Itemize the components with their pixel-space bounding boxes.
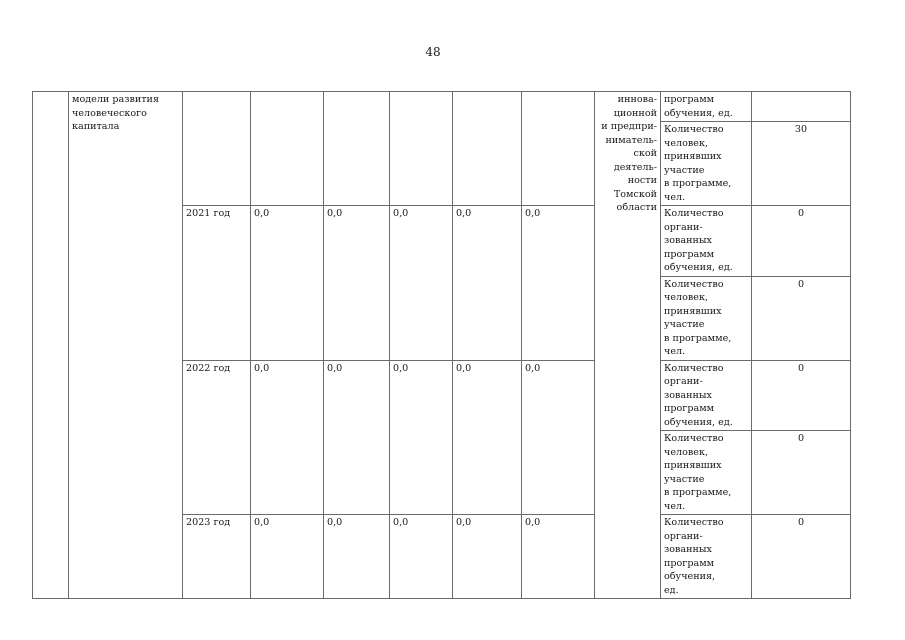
year-cell: 2021 год [183, 206, 251, 361]
executor-line: иннова- [617, 94, 657, 105]
indicator-cell [661, 206, 752, 277]
indicator-line: чел. [664, 191, 686, 203]
year-cell [183, 92, 251, 206]
indicator-line: в программе, [664, 178, 732, 189]
value-cell: 0 [752, 360, 851, 431]
indicator-line: органи- [664, 530, 703, 542]
value-cell: 0 [752, 206, 851, 277]
program-name-line: человеческого [72, 107, 147, 119]
amount-cell: 0,0 [390, 360, 453, 515]
amount-cell: 0,0 [324, 206, 390, 361]
indicator-line: участие [664, 164, 705, 176]
indicator-line: принявших [664, 151, 722, 162]
amount-cell: 0,0 [390, 515, 453, 599]
amount-cell [251, 92, 324, 206]
indicator-line: принявших [664, 460, 722, 471]
indicator-line: обучения, ед. [664, 262, 733, 273]
number-cell [33, 92, 69, 599]
indicator-line: участие [664, 319, 705, 330]
indicator-line: зованных [664, 235, 712, 246]
amount-cell: 0,0 [251, 360, 324, 515]
indicator-line: в программе, [664, 332, 732, 344]
indicator-cell [661, 431, 752, 515]
indicator-line: Количество [664, 362, 724, 374]
indicator-line: человек, [664, 292, 709, 303]
amount-cell: 0,0 [390, 206, 453, 361]
program-name-cell [69, 92, 183, 599]
table-row [33, 92, 851, 122]
indicator-line: человек, [664, 137, 709, 149]
value-cell: 0 [752, 276, 851, 360]
amount-cell: 0,0 [251, 515, 324, 599]
program-table [32, 91, 851, 599]
indicator-cell [661, 360, 752, 431]
executor-line: ционной [613, 107, 657, 119]
indicator-line: Количество [664, 433, 724, 444]
indicator-line: обучения, ед. [664, 416, 733, 428]
executor-cell [595, 92, 661, 599]
indicator-line: Количество [664, 278, 724, 290]
indicator-line: Количество [664, 208, 724, 219]
value-cell [752, 92, 851, 122]
executor-line: и предпри- [601, 121, 657, 132]
indicator-line: Количество [664, 517, 724, 528]
indicator-cell [661, 122, 752, 206]
amount-cell: 0,0 [522, 360, 595, 515]
indicator-line: ед. [664, 584, 679, 596]
year-cell: 2023 год [183, 515, 251, 599]
indicator-line: участие [664, 473, 705, 485]
amount-cell: 0,0 [522, 515, 595, 599]
indicator-line: Количество [664, 124, 724, 135]
indicator-line: программ [664, 248, 715, 260]
indicator-line: программ [664, 403, 715, 414]
amount-cell: 0,0 [324, 515, 390, 599]
executor-line: ности [627, 175, 657, 186]
indicator-line: органи- [664, 376, 703, 387]
amount-cell: 0,0 [324, 360, 390, 515]
value-cell: 0 [752, 515, 851, 599]
indicator-line: чел. [664, 500, 686, 512]
indicator-line: программ [664, 94, 715, 105]
indicator-line: программ [664, 557, 715, 569]
indicator-line: зованных [664, 544, 712, 555]
executor-line: области [616, 202, 657, 213]
amount-cell: 0,0 [453, 515, 522, 599]
indicator-cell [661, 515, 752, 599]
executor-line: Томской [613, 188, 657, 200]
program-name-line: модели развития [72, 94, 160, 105]
amount-cell: 0,0 [453, 206, 522, 361]
amount-cell: 0,0 [251, 206, 324, 361]
amount-cell: 0,0 [522, 206, 595, 361]
year-cell: 2022 год [183, 360, 251, 515]
page-number: 48 [425, 45, 441, 59]
indicator-cell [661, 276, 752, 360]
indicator-line: человек, [664, 446, 709, 458]
executor-line: ниматель- [605, 134, 657, 146]
value-cell: 30 [752, 122, 851, 206]
amount-cell: 0,0 [453, 360, 522, 515]
indicator-line: органи- [664, 221, 703, 233]
amount-cell [390, 92, 453, 206]
amount-cell [324, 92, 390, 206]
executor-line: деятель- [613, 161, 657, 173]
indicator-line: обучения, [664, 571, 716, 582]
indicator-line: чел. [664, 346, 686, 357]
amount-cell [522, 92, 595, 206]
executor-line: ской [633, 148, 657, 159]
value-cell: 0 [752, 431, 851, 515]
indicator-line: принявших [664, 305, 722, 317]
indicator-cell [661, 92, 752, 122]
indicator-line: в программе, [664, 487, 732, 498]
program-name-line: капитала [72, 121, 120, 132]
indicator-line: зованных [664, 389, 712, 401]
amount-cell [453, 92, 522, 206]
indicator-line: обучения, ед. [664, 107, 733, 119]
